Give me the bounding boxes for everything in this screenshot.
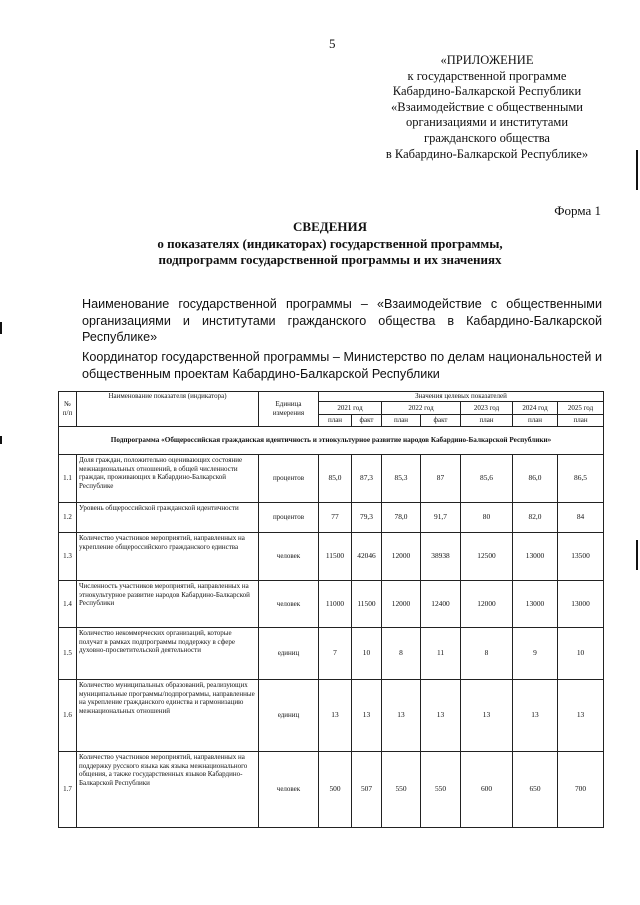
row-number: 1.2 [59, 503, 77, 533]
value-cell: 8 [382, 628, 421, 680]
value-cell: 13 [421, 680, 461, 752]
indicator-name: Количество муниципальных образований, реализующих муниципальные программы/подпрограммы, направленные на укрепление гражданского единства и гармонизацию межнациональных отношений [77, 680, 259, 752]
row-number: 1.3 [59, 533, 77, 581]
value-cell: 85,6 [461, 455, 513, 503]
value-cell: 600 [461, 752, 513, 828]
indicator-unit: единиц [259, 680, 319, 752]
value-cell: 82,0 [513, 503, 558, 533]
row-number: 1.1 [59, 455, 77, 503]
appendix-line: к государственной программе [407, 68, 567, 83]
header-year: 2022 год [382, 402, 461, 415]
indicator-name: Доля граждан, положительно оценивающих состояние межнациональных отношений, в общей численности граждан, проживающих в Кабардино-Балкарской Республике [77, 455, 259, 503]
value-cell: 13000 [513, 581, 558, 628]
header-sub: план [319, 415, 352, 427]
value-cell: 13500 [558, 533, 604, 581]
program-name: Наименование государственной программы – «Взаимодействие с общественными организациями и институтами гражданского общества в Кабардино-Балкарской Республике» [82, 297, 602, 344]
value-cell: 38938 [421, 533, 461, 581]
value-cell: 9 [513, 628, 558, 680]
row-number: 1.6 [59, 680, 77, 752]
scan-mark [636, 540, 638, 570]
row-number: 1.4 [59, 581, 77, 628]
value-cell: 78,0 [382, 503, 421, 533]
document-title [80, 219, 580, 269]
appendix-block [372, 53, 602, 162]
value-cell: 80 [461, 503, 513, 533]
header-sub: план [558, 415, 604, 427]
indicator-unit: процентов [259, 455, 319, 503]
indicators-table [58, 391, 604, 828]
value-cell: 91,7 [421, 503, 461, 533]
title-line: о показателях (индикаторах) государственной программы, [157, 235, 503, 251]
value-cell: 77 [319, 503, 352, 533]
value-cell: 12000 [461, 581, 513, 628]
form-label: Форма 1 [554, 203, 601, 218]
header-year: 2025 год [558, 402, 604, 415]
value-cell: 87,3 [352, 455, 382, 503]
value-cell: 11500 [352, 581, 382, 628]
value-cell: 85,0 [319, 455, 352, 503]
row-number: 1.7 [59, 752, 77, 828]
header-year: 2023 год [461, 402, 513, 415]
value-cell: 13000 [558, 581, 604, 628]
header-sub: план [461, 415, 513, 427]
table-row [59, 503, 604, 533]
value-cell: 11500 [319, 533, 352, 581]
value-cell: 13 [461, 680, 513, 752]
value-cell: 7 [319, 628, 352, 680]
appendix-line: организациями и институтами [405, 115, 569, 130]
row-number: 1.5 [59, 628, 77, 680]
table-row [59, 455, 604, 503]
scan-mark [0, 322, 2, 334]
header-sub: план [382, 415, 421, 427]
indicator-name: Количество участников мероприятий, направленных на поддержку русского языка как языка межнационального общения, а также государственных языков Кабардино-Балкарской Республики [77, 752, 259, 828]
value-cell: 507 [352, 752, 382, 828]
value-cell: 650 [513, 752, 558, 828]
page-number: 5 [329, 36, 336, 51]
value-cell: 550 [421, 752, 461, 828]
table-row [59, 581, 604, 628]
indicator-unit: процентов [259, 503, 319, 533]
program-coordinator: Координатор государственной программы – Министерство по делам национальностей и общественным проектам Кабардино-Балкарской Республики [82, 350, 602, 381]
header-values: Значения целевых показателей [319, 392, 604, 402]
indicator-unit: единиц [259, 628, 319, 680]
value-cell: 86,0 [513, 455, 558, 503]
value-cell: 700 [558, 752, 604, 828]
header-sub: факт [421, 415, 461, 427]
value-cell: 11000 [319, 581, 352, 628]
table-row [59, 680, 604, 752]
header-sub: факт [352, 415, 382, 427]
scan-mark [0, 436, 2, 444]
value-cell: 85,3 [382, 455, 421, 503]
value-cell: 11 [421, 628, 461, 680]
appendix-line: «ПРИЛОЖЕНИЕ [440, 53, 534, 67]
value-cell: 84 [558, 503, 604, 533]
value-cell: 86,5 [558, 455, 604, 503]
value-cell: 42046 [352, 533, 382, 581]
table-row [59, 533, 604, 581]
appendix-line: Кабардино-Балкарской Республики [392, 84, 582, 99]
table-row [59, 752, 604, 828]
appendix-line: в Кабардино-Балкарской Республике» [385, 146, 589, 161]
value-cell: 13 [513, 680, 558, 752]
value-cell: 550 [382, 752, 421, 828]
title-line: СВЕДЕНИЯ [293, 219, 367, 234]
subprogram-row: Подпрограмма «Общероссийская гражданская идентичность и этнокультурное развитие народов Кабардино-Балкарской Республики» [59, 427, 604, 455]
header-year: 2024 год [513, 402, 558, 415]
appendix-line: «Взаимодействие с общественными [391, 99, 583, 114]
indicator-name: Численность участников мероприятий, направленных на этнокультурное развитие народов Кабардино-Балкарской Республики [77, 581, 259, 628]
value-cell: 13 [319, 680, 352, 752]
indicator-name: Уровень общероссийской гражданской идентичности [77, 503, 259, 533]
value-cell: 12400 [421, 581, 461, 628]
header-name: Наименование показателя (индикатора) [77, 392, 259, 427]
value-cell: 500 [319, 752, 352, 828]
value-cell: 13 [558, 680, 604, 752]
header-unit: Единица измерения [259, 392, 319, 427]
header-year: 2021 год [319, 402, 382, 415]
indicator-unit: человек [259, 752, 319, 828]
value-cell: 13 [382, 680, 421, 752]
indicator-name: Количество участников мероприятий, направленных на укрепление общероссийского гражданского единства [77, 533, 259, 581]
value-cell: 10 [558, 628, 604, 680]
value-cell: 12500 [461, 533, 513, 581]
appendix-line: гражданского общества [424, 130, 550, 145]
scan-mark [636, 150, 638, 190]
value-cell: 79,3 [352, 503, 382, 533]
indicator-name: Количество некоммерческих организаций, которые получат в рамках подпрограммы поддержку в сфере духовно-просветительской деятельности [77, 628, 259, 680]
value-cell: 10 [352, 628, 382, 680]
value-cell: 13000 [513, 533, 558, 581]
header-num: № п/п [59, 392, 77, 427]
table-row [59, 628, 604, 680]
title-line: подпрограмм государственной программы и их значениях [158, 252, 502, 267]
header-sub: план [513, 415, 558, 427]
value-cell: 12000 [382, 581, 421, 628]
value-cell: 87 [421, 455, 461, 503]
indicator-unit: человек [259, 581, 319, 628]
value-cell: 8 [461, 628, 513, 680]
value-cell: 13 [352, 680, 382, 752]
value-cell: 12000 [382, 533, 421, 581]
indicator-unit: человек [259, 533, 319, 581]
